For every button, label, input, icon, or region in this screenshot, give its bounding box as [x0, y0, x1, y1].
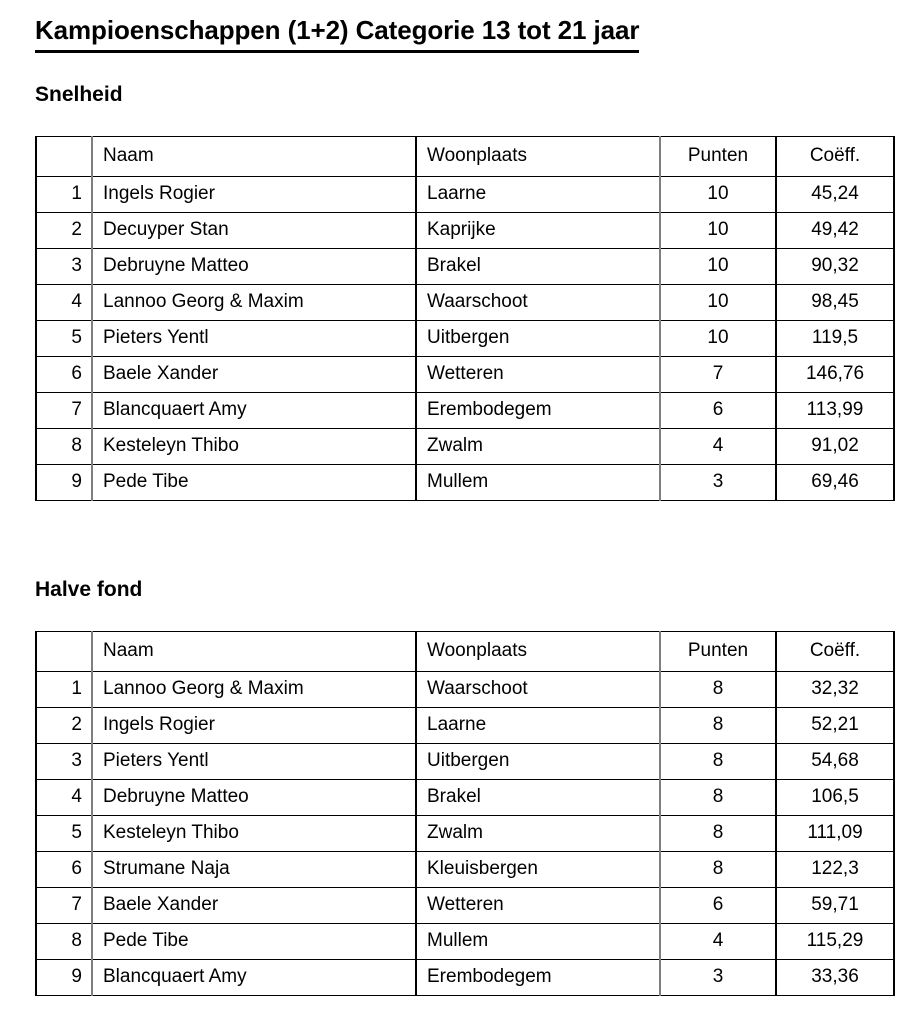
- cell-rank: 6: [36, 852, 92, 888]
- table-row: [36, 177, 894, 213]
- cell-name: Blancquaert Amy: [92, 393, 416, 429]
- cell-points: 7: [660, 357, 776, 393]
- cell-city: Laarne: [416, 708, 660, 744]
- cell-points: 10: [660, 285, 776, 321]
- cell-points: 8: [660, 852, 776, 888]
- column-header-coefficient: Coëff.: [776, 137, 894, 177]
- cell-name: Kesteleyn Thibo: [92, 816, 416, 852]
- cell-rank: 8: [36, 429, 92, 465]
- cell-city: Mullem: [416, 465, 660, 501]
- cell-city: Erembodegem: [416, 393, 660, 429]
- table-row: [36, 888, 894, 924]
- cell-name: Lannoo Georg & Maxim: [92, 285, 416, 321]
- table-row: [36, 924, 894, 960]
- table-row: [36, 708, 894, 744]
- cell-rank: 1: [36, 177, 92, 213]
- cell-coefficient: 119,5: [776, 321, 894, 357]
- cell-rank: 5: [36, 816, 92, 852]
- cell-name: Kesteleyn Thibo: [92, 429, 416, 465]
- cell-city: Uitbergen: [416, 744, 660, 780]
- cell-coefficient: 59,71: [776, 888, 894, 924]
- cell-rank: 4: [36, 780, 92, 816]
- cell-coefficient: 115,29: [776, 924, 894, 960]
- table-header: [36, 632, 894, 672]
- table-row: [36, 321, 894, 357]
- cell-city: Waarschoot: [416, 672, 660, 708]
- column-header-rank: [36, 137, 92, 177]
- cell-rank: 9: [36, 960, 92, 996]
- table-row: [36, 285, 894, 321]
- cell-city: Uitbergen: [416, 321, 660, 357]
- column-header-name: Naam: [92, 137, 416, 177]
- cell-coefficient: 146,76: [776, 357, 894, 393]
- cell-points: 8: [660, 744, 776, 780]
- table-row: [36, 393, 894, 429]
- column-header-name: Naam: [92, 632, 416, 672]
- cell-coefficient: 32,32: [776, 672, 894, 708]
- cell-name: Debruyne Matteo: [92, 780, 416, 816]
- cell-points: 8: [660, 780, 776, 816]
- cell-coefficient: 113,99: [776, 393, 894, 429]
- cell-rank: 8: [36, 924, 92, 960]
- cell-points: 10: [660, 249, 776, 285]
- cell-coefficient: 33,36: [776, 960, 894, 996]
- cell-name: Ingels Rogier: [92, 708, 416, 744]
- page-title: Kampioenschappen (1+2) Categorie 13 tot 21 jaar: [35, 14, 639, 53]
- cell-name: Pieters Yentl: [92, 321, 416, 357]
- cell-rank: 7: [36, 393, 92, 429]
- table-header: [36, 137, 894, 177]
- table-body: [36, 672, 894, 996]
- table-row: [36, 465, 894, 501]
- cell-name: Ingels Rogier: [92, 177, 416, 213]
- table-row: [36, 852, 894, 888]
- cell-city: Wetteren: [416, 888, 660, 924]
- cell-rank: 5: [36, 321, 92, 357]
- cell-points: 10: [660, 213, 776, 249]
- cell-points: 6: [660, 888, 776, 924]
- cell-name: Debruyne Matteo: [92, 249, 416, 285]
- cell-coefficient: 106,5: [776, 780, 894, 816]
- cell-city: Zwalm: [416, 816, 660, 852]
- cell-coefficient: 98,45: [776, 285, 894, 321]
- cell-coefficient: 49,42: [776, 213, 894, 249]
- cell-rank: 2: [36, 708, 92, 744]
- cell-city: Kleuisbergen: [416, 852, 660, 888]
- cell-points: 3: [660, 465, 776, 501]
- cell-coefficient: 52,21: [776, 708, 894, 744]
- cell-coefficient: 90,32: [776, 249, 894, 285]
- results-table-snelheid: [35, 136, 895, 501]
- table-header-row: [36, 137, 894, 177]
- cell-name: Pieters Yentl: [92, 744, 416, 780]
- cell-city: Laarne: [416, 177, 660, 213]
- cell-coefficient: 91,02: [776, 429, 894, 465]
- cell-coefficient: 69,46: [776, 465, 894, 501]
- table-row: [36, 960, 894, 996]
- cell-rank: 7: [36, 888, 92, 924]
- table-row: [36, 249, 894, 285]
- cell-coefficient: 45,24: [776, 177, 894, 213]
- cell-coefficient: 111,09: [776, 816, 894, 852]
- cell-coefficient: 54,68: [776, 744, 894, 780]
- results-table-halve-fond: [35, 631, 895, 996]
- column-header-rank: [36, 632, 92, 672]
- table-row: [36, 780, 894, 816]
- cell-rank: 1: [36, 672, 92, 708]
- cell-rank: 9: [36, 465, 92, 501]
- table-row: [36, 213, 894, 249]
- cell-name: Baele Xander: [92, 888, 416, 924]
- column-header-city: Woonplaats: [416, 632, 660, 672]
- section-heading-halve-fond: Halve fond: [35, 578, 143, 601]
- cell-points: 4: [660, 924, 776, 960]
- table-header-row: [36, 632, 894, 672]
- cell-name: Baele Xander: [92, 357, 416, 393]
- cell-points: 6: [660, 393, 776, 429]
- cell-points: 10: [660, 177, 776, 213]
- section-heading-snelheid: Snelheid: [35, 83, 123, 106]
- table-row: [36, 744, 894, 780]
- cell-points: 8: [660, 816, 776, 852]
- cell-name: Blancquaert Amy: [92, 960, 416, 996]
- cell-points: 4: [660, 429, 776, 465]
- cell-rank: 3: [36, 249, 92, 285]
- table-row: [36, 672, 894, 708]
- table-body: [36, 177, 894, 501]
- cell-points: 8: [660, 708, 776, 744]
- column-header-points: Punten: [660, 632, 776, 672]
- cell-points: 8: [660, 672, 776, 708]
- cell-name: Lannoo Georg & Maxim: [92, 672, 416, 708]
- cell-city: Waarschoot: [416, 285, 660, 321]
- cell-name: Pede Tibe: [92, 465, 416, 501]
- cell-city: Zwalm: [416, 429, 660, 465]
- cell-city: Mullem: [416, 924, 660, 960]
- column-header-city: Woonplaats: [416, 137, 660, 177]
- table-row: [36, 816, 894, 852]
- cell-city: Brakel: [416, 780, 660, 816]
- cell-city: Erembodegem: [416, 960, 660, 996]
- column-header-coefficient: Coëff.: [776, 632, 894, 672]
- table-row: [36, 357, 894, 393]
- cell-name: Strumane Naja: [92, 852, 416, 888]
- cell-rank: 2: [36, 213, 92, 249]
- cell-points: 10: [660, 321, 776, 357]
- column-header-points: Punten: [660, 137, 776, 177]
- cell-city: Kaprijke: [416, 213, 660, 249]
- cell-city: Brakel: [416, 249, 660, 285]
- cell-name: Pede Tibe: [92, 924, 416, 960]
- cell-rank: 6: [36, 357, 92, 393]
- cell-points: 3: [660, 960, 776, 996]
- cell-name: Decuyper Stan: [92, 213, 416, 249]
- cell-city: Wetteren: [416, 357, 660, 393]
- cell-rank: 4: [36, 285, 92, 321]
- table-row: [36, 429, 894, 465]
- cell-rank: 3: [36, 744, 92, 780]
- cell-coefficient: 122,3: [776, 852, 894, 888]
